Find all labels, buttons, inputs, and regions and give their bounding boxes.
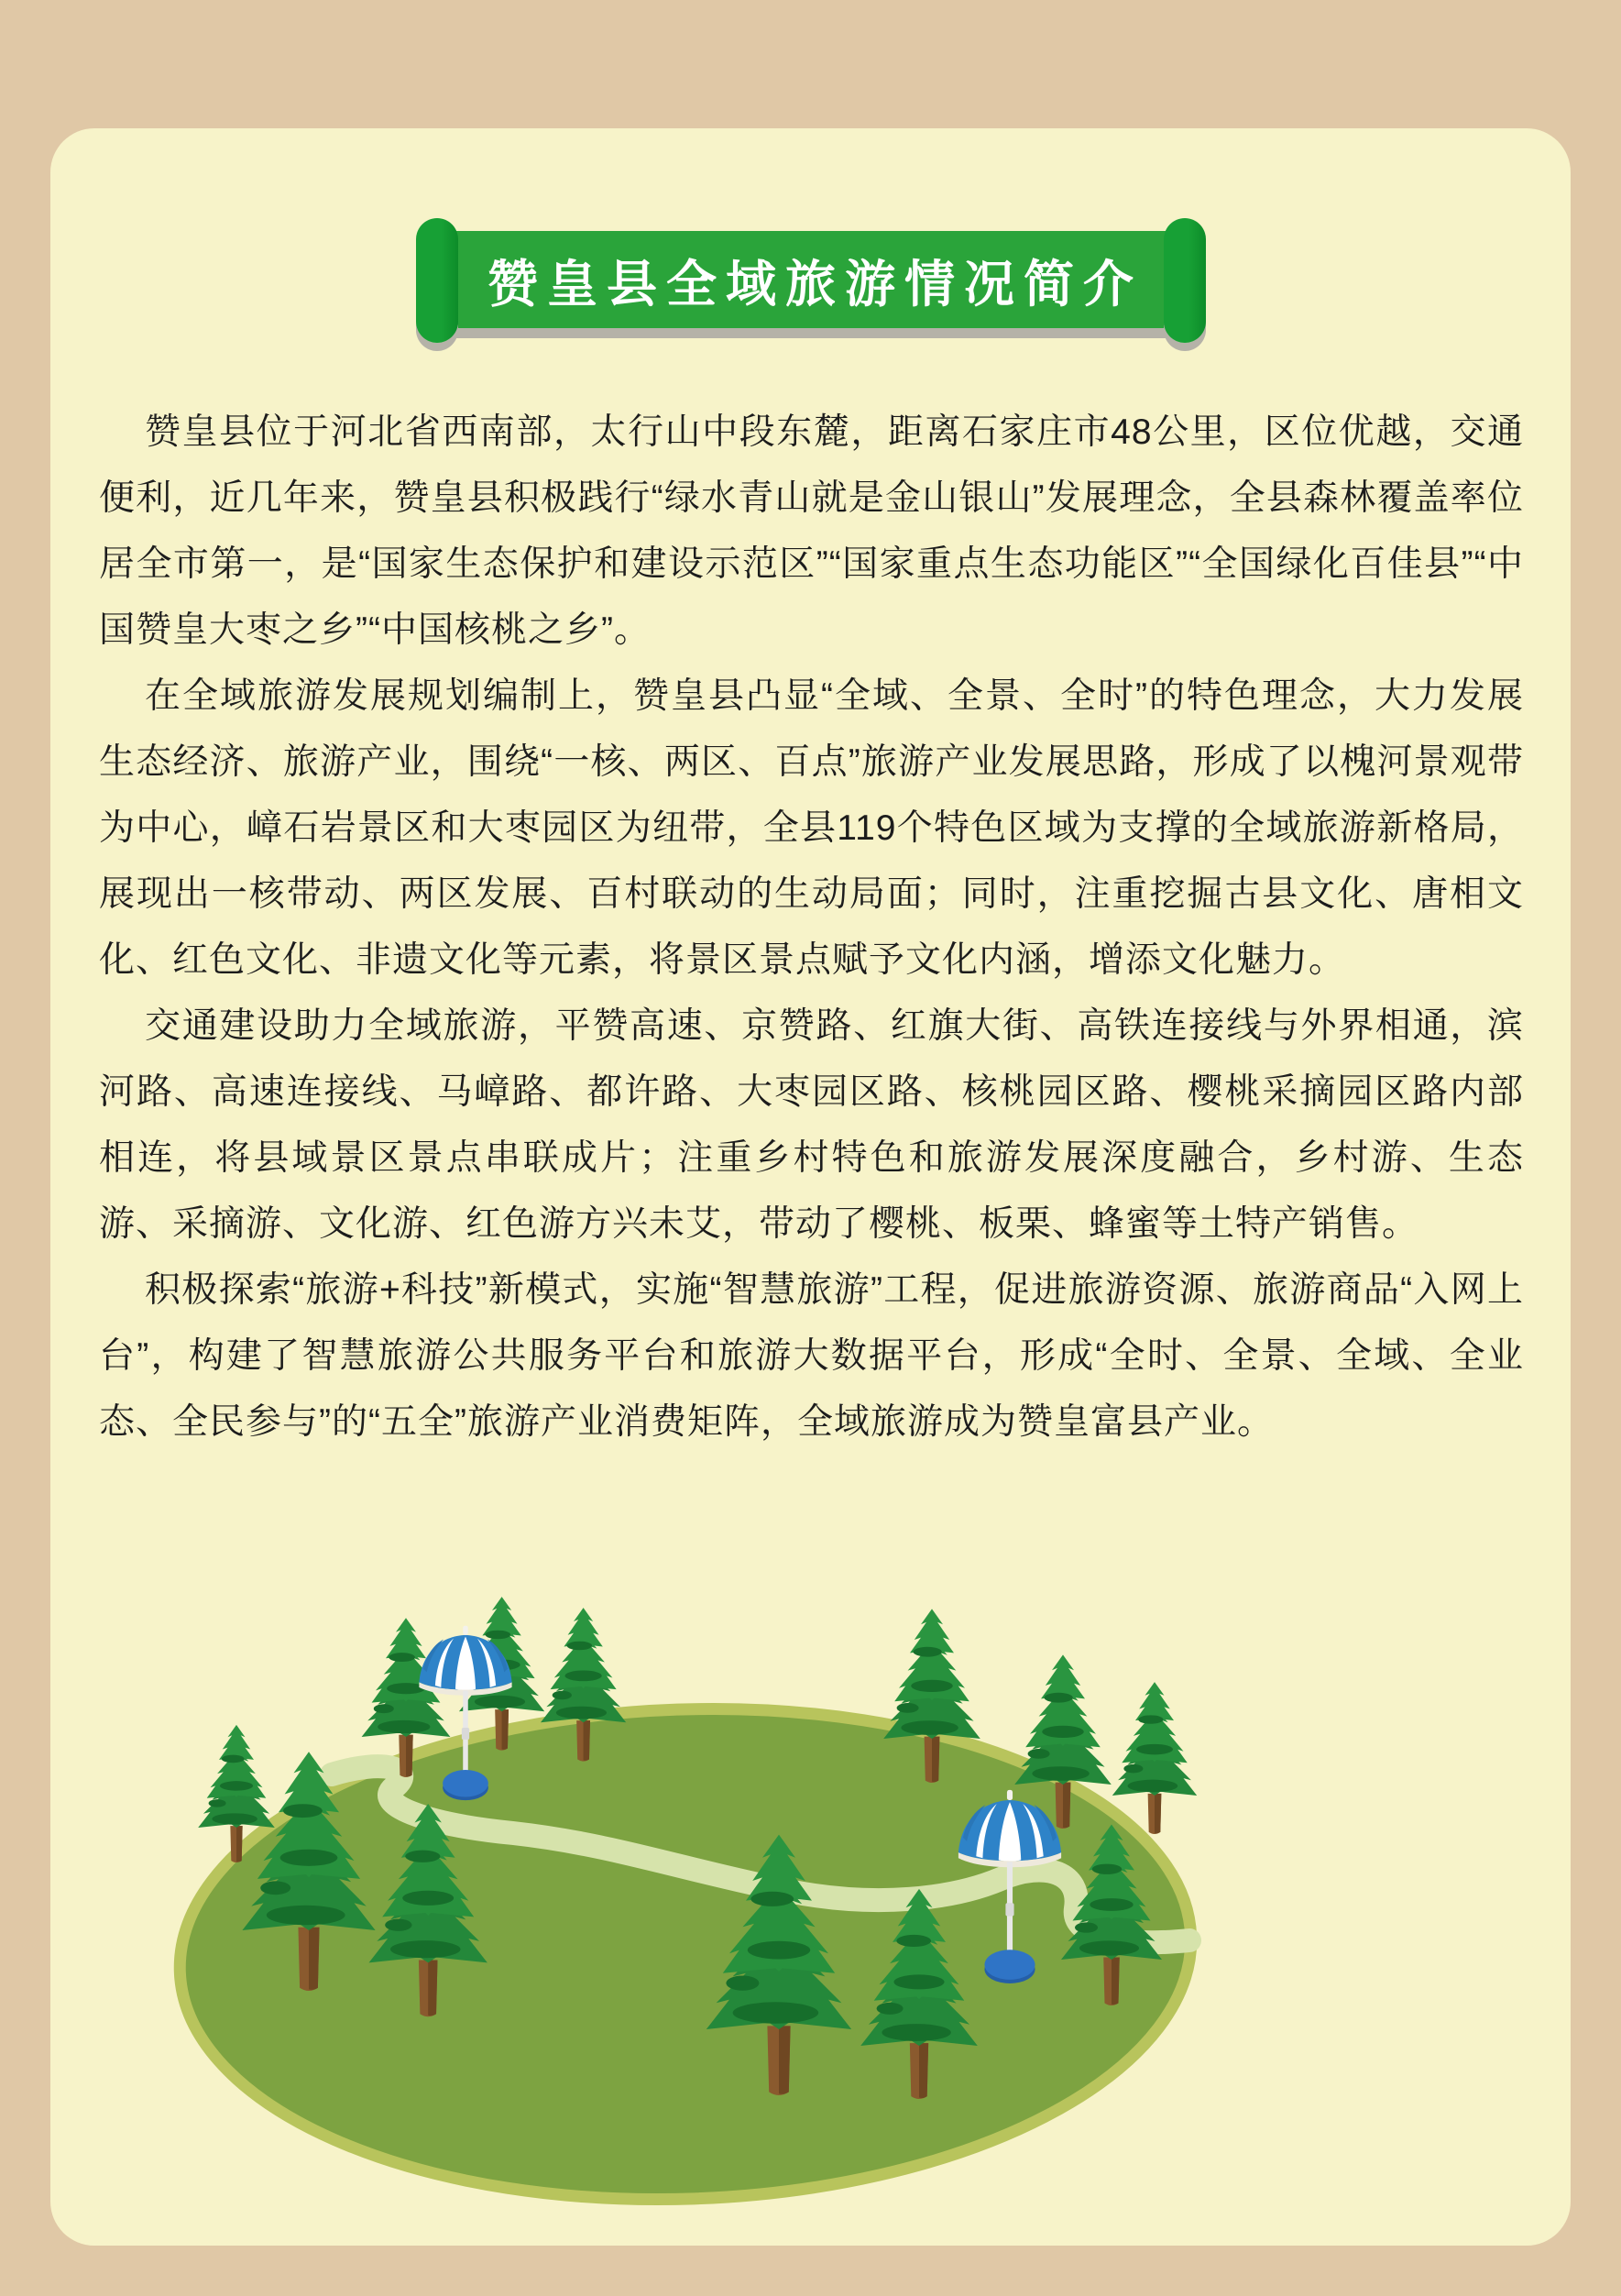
banner-scroll-handle-right	[1164, 218, 1206, 343]
banner-ribbon	[451, 231, 1171, 328]
paragraph-overview: 赞皇县位于河北省西南部，太行山中段东麓，距离石家庄市48公里，区位优越，交通便利，近几年来，赞皇县积极践行“绿水青山就是金山银山”发展理念，全县森林覆盖率位居全市第一，是“国家生态保护和建设示范区”“国家重点生态功能区”“全国绿化百佳县”“中国赞皇大枣之乡”“中国核桃之乡”。	[99, 412, 1524, 650]
banner-scroll-handle-left	[416, 218, 458, 343]
title-banner	[416, 218, 1206, 343]
paragraph-planning: 在全域旅游发展规划编制上，赞皇县凸显“全域、全景、全时”的特色理念，大力发展生态经济、旅游产业，围绕“一核、两区、百点”旅游产业发展思路，形成了以槐河景观带为中心，嶂石岩景区和大枣园区为纽带，全县119个特色区域为支撑的全域旅游新格局，展现出一核带动、两区发展、百村联动的生动局面；同时，注重挖掘古县文化、唐相文化、红色文化、非遗文化等元素，将景区景点赋予文化内涵，增添文化魅力。	[99, 676, 1524, 980]
article-text	[99, 400, 1524, 1456]
page-title: 赞皇县全域旅游情况简介	[487, 255, 1143, 313]
paragraph-transport: 交通建设助力全域旅游，平赞高速、京赞路、红旗大街、高铁连接线与外界相通，滨河路、高速连接线、马嶂路、都许路、大枣园区路、核桃园区路、樱桃采摘园区路内部相连，将县域景区景点串联成片；注重乡村特色和旅游发展深度融合，乡村游、生态游、采摘游、文化游、红色游方兴未艾，带动了樱桃、板栗、蜂蜜等土特产销售。	[99, 1006, 1524, 1244]
paragraph-smart-tourism: 积极探索“旅游+科技”新模式，实施“智慧旅游”工程，促进旅游资源、旅游商品“入网上台”，构建了智慧旅游公共服务平台和旅游大数据平台，形成“全时、全景、全域、全业态、全民参与”的“五全”旅游产业消费矩阵，全域旅游成为赞皇富县产业。	[99, 1270, 1524, 1442]
